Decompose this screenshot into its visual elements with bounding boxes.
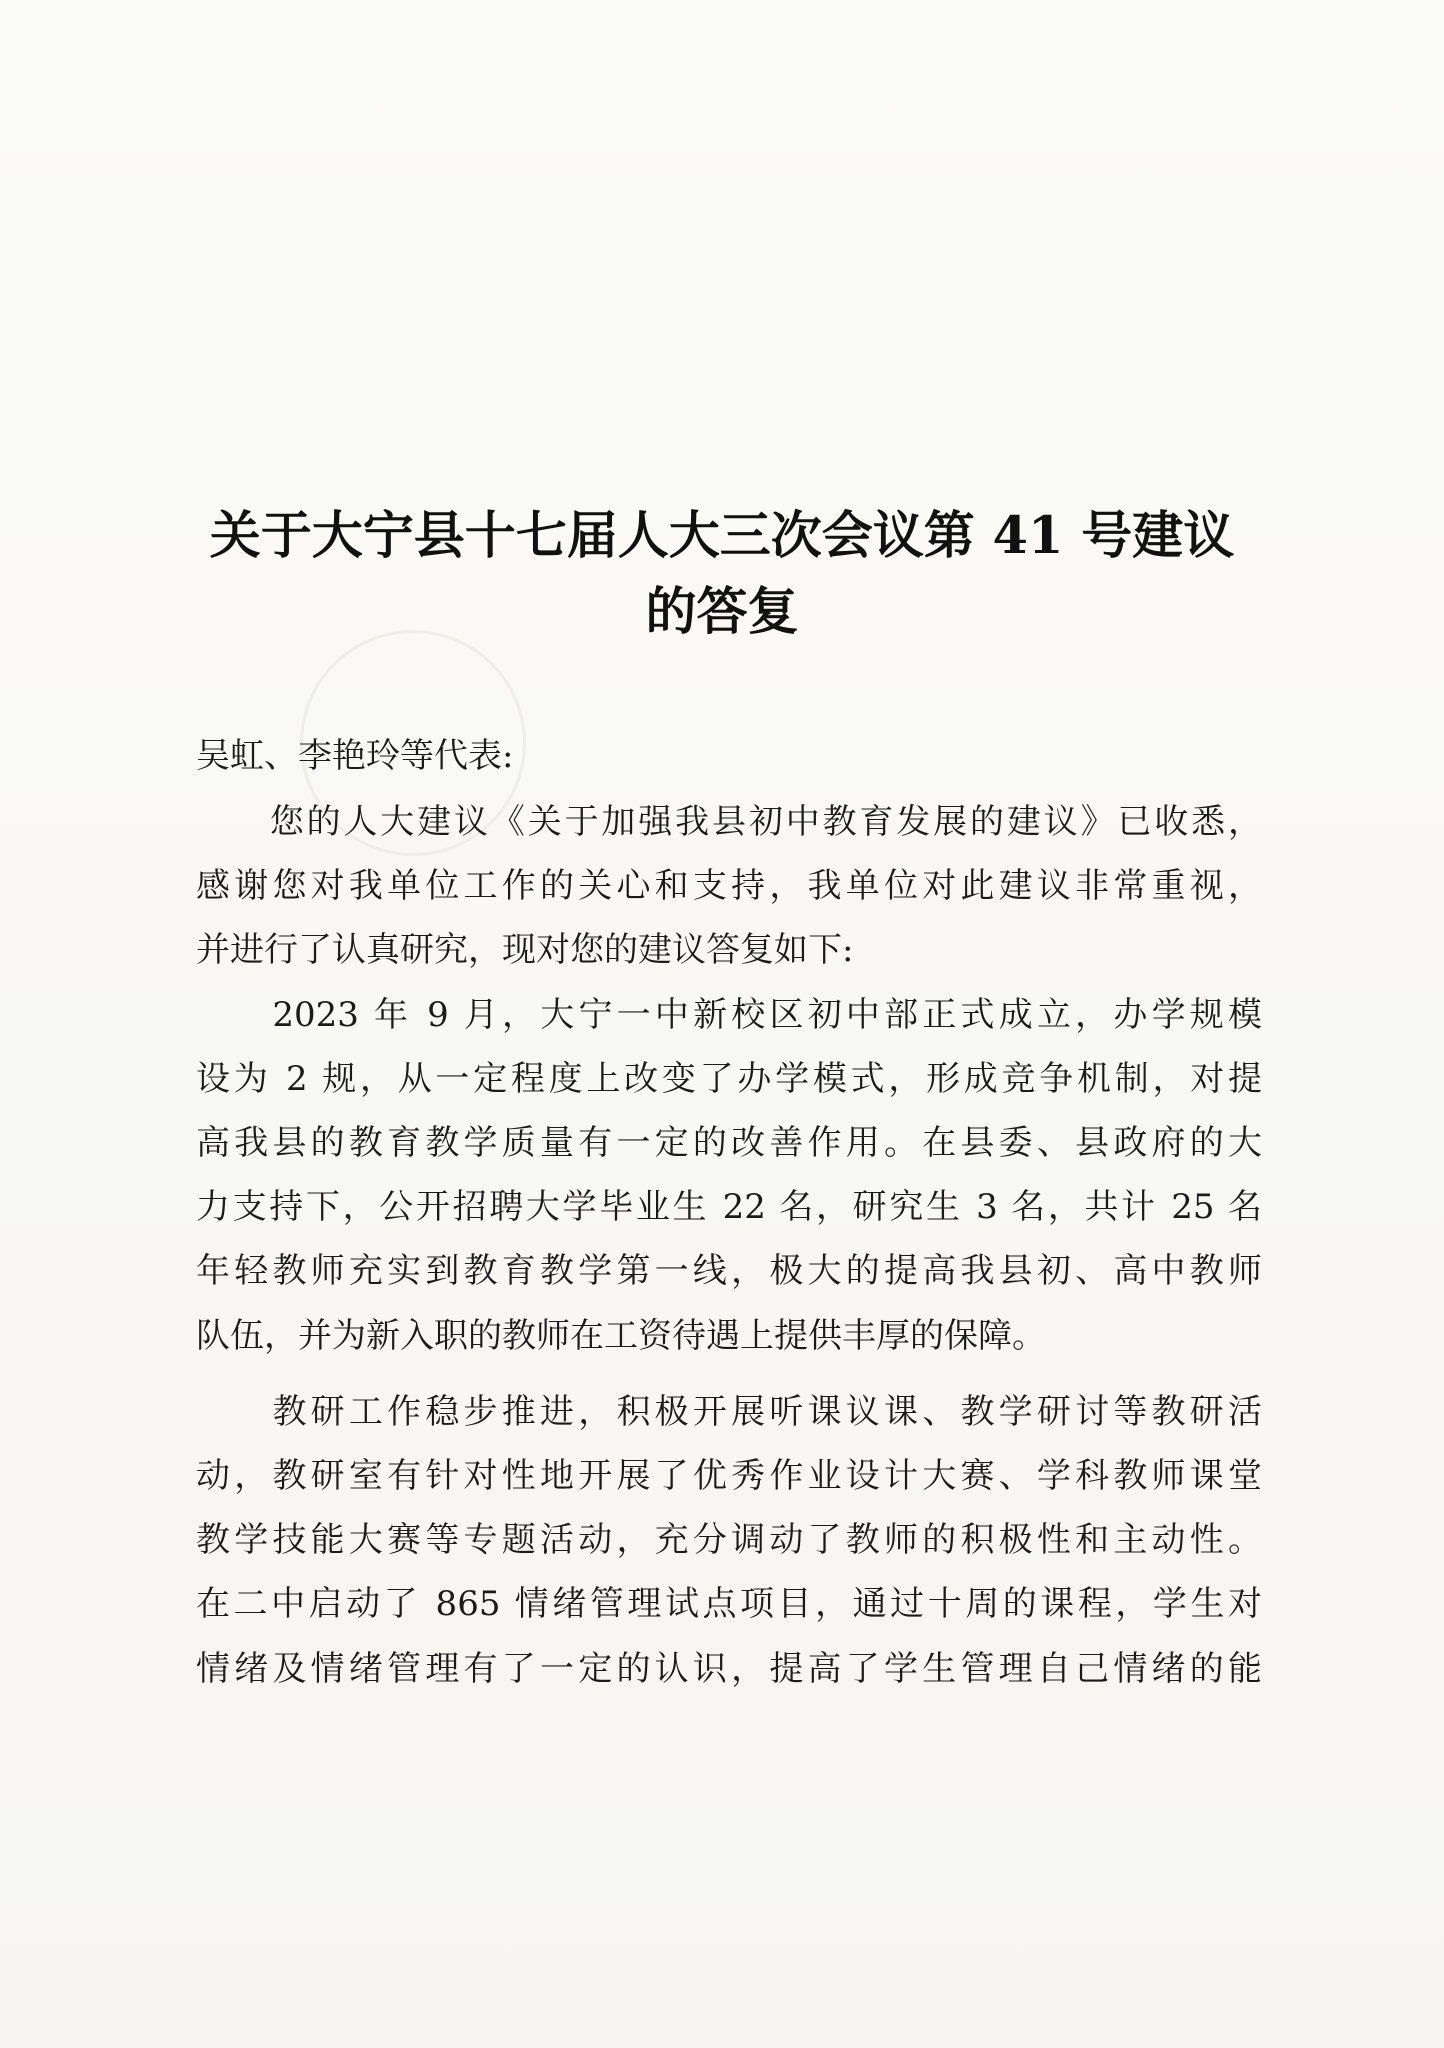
text-line: 年轻教师充实到教育教学第一线，极大的提高我县初、高中教师 [196,1251,1262,1292]
text-line: 动，教研室有针对性地开展了优秀作业设计大赛、学科教师课堂 [196,1456,1262,1497]
text-line: 教学技能大赛等专题活动，充分调动了教师的积极性和主动性。 [196,1520,1262,1561]
text-line: 设为 2 规，从一定程度上改变了办学模式，形成竞争机制，对提 [196,1058,1262,1099]
text-line: 情绪及情绪管理有了一定的认识，提高了学生管理自己情绪的能 [196,1648,1262,1689]
text-line: 2023 年 9 月，大宁一中新校区初中部正式成立，办学规模 [196,994,1262,1035]
document-body [196,790,1262,1701]
paragraph-2 [196,983,1262,1368]
text-line: 您的人大建议《关于加强我县初中教育发展的建议》已收悉， [196,802,1262,842]
text-line: 高我县的教育教学质量有一定的改善作用。在县委、县政府的大 [196,1123,1262,1164]
text-line: 在二中启动了 865 情绪管理试点项目，通过十周的课程，学生对 [196,1584,1262,1625]
text-line: 力支持下，公开招聘大学毕业生 22 名，研究生 3 名，共计 25 名 [196,1187,1262,1228]
title-line-1: 关于大宁县十七届人大三次会议第 41 号建议 [209,506,1235,566]
document-title [0,498,1444,650]
text-line: 并进行了认真研究，现对您的建议答复如下: [196,930,854,971]
salutation: 吴虹、李艳玲等代表: [196,736,514,776]
text-line: 教研工作稳步推进，积极开展听课议课、教学研讨等教研活 [196,1391,1262,1432]
text-line: 感谢您对我单位工作的关心和支持，我单位对此建议非常重视， [196,866,1262,907]
paragraph-1 [196,790,1262,983]
paragraph-3 [196,1380,1262,1701]
title-line-2: 的答复 [645,582,799,642]
paragraph-gap [196,1368,1262,1380]
text-line: 队伍，并为新入职的教师在工资待遇上提供丰厚的保障。 [196,1315,1046,1356]
